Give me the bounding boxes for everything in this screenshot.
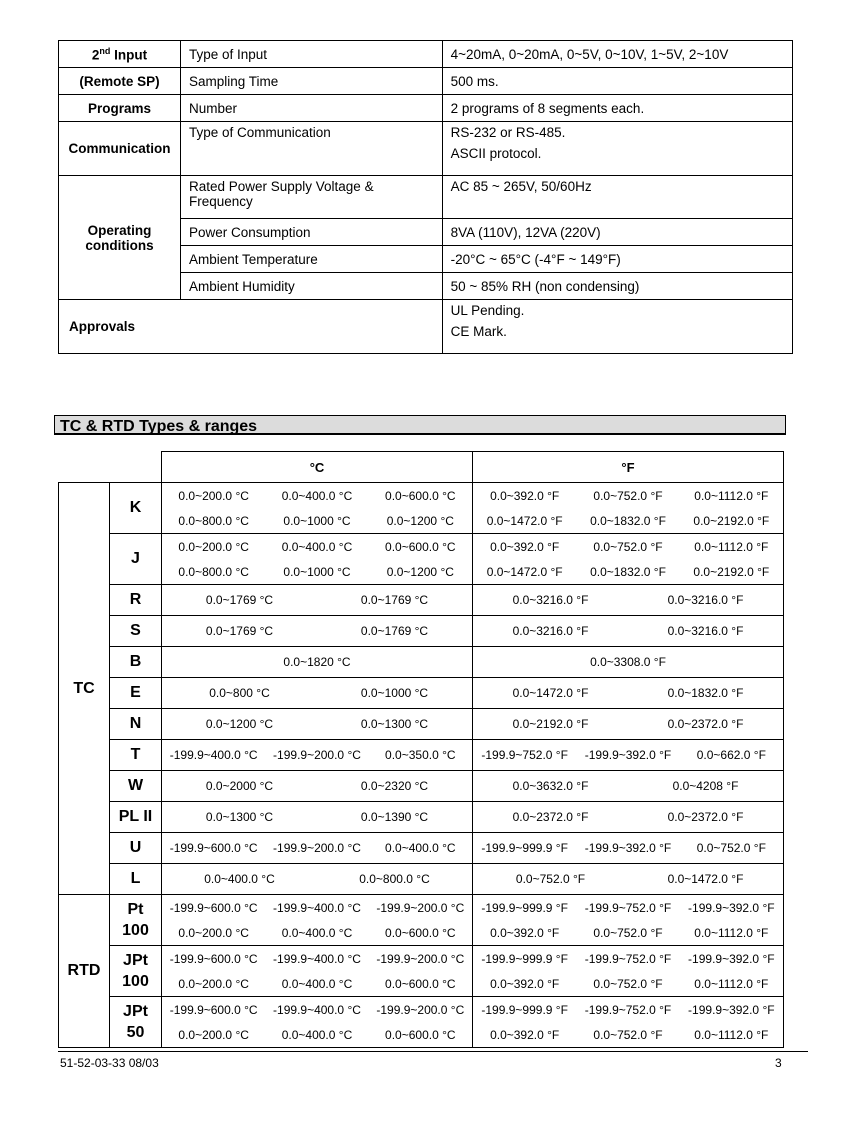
range-value: 0.0~752.0 °F xyxy=(593,539,663,554)
range-value: 0.0~200.0 °C xyxy=(178,976,249,991)
range-value: -199.9~200.0 °C xyxy=(376,900,465,915)
range-line xyxy=(162,810,472,824)
range-value: 0.0~1832.0 °F xyxy=(590,513,666,528)
range-cell xyxy=(473,647,784,678)
range-value: 0.0~400.0 °C xyxy=(281,1027,353,1042)
range-value: 0.0~800 °C xyxy=(209,686,270,700)
range-line xyxy=(473,686,783,700)
approvals-group-label: Approvals xyxy=(59,300,443,354)
range-cell xyxy=(473,946,784,997)
range-line xyxy=(473,920,783,945)
range-value: -199.9~392.0 °F xyxy=(688,951,775,966)
param-cell: Sampling Time xyxy=(180,68,442,95)
range-value: 0.0~600.0 °C xyxy=(385,539,456,554)
value-cell xyxy=(442,300,792,354)
range-value: -199.9~200.0 °C xyxy=(376,951,465,966)
remote-sp-group-label-2: (Remote SP) xyxy=(59,68,181,95)
range-line xyxy=(162,717,472,731)
header-fahrenheit: °F xyxy=(473,452,784,483)
range-cell xyxy=(473,678,784,709)
range-value: 0.0~3216.0 °F xyxy=(667,624,744,638)
range-line xyxy=(473,946,783,971)
range-value: 0.0~1472.0 °F xyxy=(486,564,563,579)
range-value: 0.0~1000 °C xyxy=(360,686,429,700)
range-line xyxy=(162,483,472,508)
range-cell xyxy=(473,895,784,946)
range-value: -199.9~999.9 °F xyxy=(481,841,568,855)
range-value: 0.0~2192.0 °F xyxy=(693,564,770,579)
range-cell xyxy=(473,616,784,647)
range-line xyxy=(473,872,783,886)
range-value: 0.0~800.0 °C xyxy=(178,513,249,528)
range-line xyxy=(473,624,783,638)
range-line xyxy=(473,534,783,559)
range-line xyxy=(473,717,783,731)
range-line xyxy=(473,1022,783,1047)
range-value: -199.9~752.0 °F xyxy=(584,1002,672,1017)
range-line xyxy=(162,920,472,945)
range-value: -199.9~200.0 °C xyxy=(273,748,361,762)
sensor-type: U xyxy=(110,833,162,864)
range-value: 0.0~400.0 °C xyxy=(204,872,275,886)
range-value: 0.0~1000 °C xyxy=(283,564,351,579)
range-value: 0.0~752.0 °F xyxy=(593,976,663,991)
range-value: -199.9~999.9 °F xyxy=(481,900,568,915)
range-value: 0.0~752.0 °F xyxy=(696,841,766,855)
footer-doc-number: 51-52-03-33 08/03 xyxy=(60,1056,159,1070)
range-value: 0.0~2000 °C xyxy=(205,779,274,793)
sensor-type: W xyxy=(110,771,162,802)
range-line xyxy=(162,593,472,607)
range-line xyxy=(473,841,783,855)
range-value: 0.0~752.0 °F xyxy=(593,1027,663,1042)
range-cell xyxy=(162,833,473,864)
range-value: 0.0~1820 °C xyxy=(283,655,351,669)
range-cell xyxy=(162,616,473,647)
sensor-type: N xyxy=(110,709,162,740)
value-line: ASCII protocol. xyxy=(450,146,542,161)
range-value: -199.9~392.0 °F xyxy=(584,841,672,855)
section-title: TC & RTD Types & ranges xyxy=(54,415,786,435)
param-cell: Number xyxy=(180,95,442,122)
param-cell: Type of Input xyxy=(180,41,442,68)
range-value: 0.0~350.0 °C xyxy=(385,748,456,762)
range-cell xyxy=(162,709,473,740)
sensor-type: K xyxy=(110,483,162,534)
range-line xyxy=(162,534,472,559)
range-value: 0.0~3308.0 °F xyxy=(590,655,666,669)
param-cell: Power Consumption xyxy=(180,219,442,246)
range-value: 0.0~600.0 °C xyxy=(385,925,456,940)
range-value: 0.0~662.0 °F xyxy=(696,748,766,762)
range-value: 0.0~2192.0 °F xyxy=(512,717,589,731)
range-value: -199.9~400.0 °C xyxy=(273,1002,361,1017)
range-cell xyxy=(473,740,784,771)
range-value: 0.0~600.0 °C xyxy=(385,976,456,991)
range-cell xyxy=(162,483,473,534)
range-value: 0.0~1112.0 °F xyxy=(694,1027,769,1042)
range-value: -199.9~752.0 °F xyxy=(481,748,568,762)
range-value: 0.0~1112.0 °F xyxy=(694,488,769,503)
value-cell: AC 85 ~ 265V, 50/60Hz xyxy=(442,176,792,219)
range-cell xyxy=(162,864,473,895)
range-line xyxy=(162,686,472,700)
range-value: -199.9~200.0 °C xyxy=(273,841,361,855)
value-cell: 2 programs of 8 segments each. xyxy=(442,95,792,122)
range-value: 0.0~600.0 °C xyxy=(385,1027,456,1042)
value-cell: 50 ~ 85% RH (non condensing) xyxy=(442,273,792,300)
range-value: 0.0~2192.0 °F xyxy=(693,513,770,528)
range-line xyxy=(162,946,472,971)
corner-cell xyxy=(59,452,162,483)
range-cell xyxy=(473,833,784,864)
range-value: 0.0~200.0 °C xyxy=(178,539,249,554)
range-line xyxy=(162,748,472,762)
range-value: 0.0~3216.0 °F xyxy=(667,593,744,607)
range-value: 0.0~2372.0 °F xyxy=(667,717,744,731)
range-value: 0.0~1200 °C xyxy=(386,513,454,528)
range-value: 0.0~600.0 °C xyxy=(385,488,456,503)
range-value: 0.0~400.0 °C xyxy=(281,976,353,991)
range-cell xyxy=(162,771,473,802)
range-cell xyxy=(473,802,784,833)
range-line xyxy=(473,748,783,762)
range-value: 0.0~3216.0 °F xyxy=(512,593,589,607)
range-line xyxy=(473,810,783,824)
value-cell xyxy=(442,122,792,176)
value-cell: 8VA (110V), 12VA (220V) xyxy=(442,219,792,246)
footer-divider xyxy=(58,1051,808,1052)
range-line xyxy=(162,895,472,920)
rtd-category-label: RTD xyxy=(59,895,110,1048)
range-value: -199.9~392.0 °F xyxy=(688,900,775,915)
range-value: 0.0~4208 °F xyxy=(672,779,739,793)
range-value: 0.0~1769 °C xyxy=(205,593,274,607)
range-value: 0.0~1832.0 °F xyxy=(590,564,666,579)
range-value: 0.0~2372.0 °F xyxy=(512,810,589,824)
range-value: -199.9~600.0 °C xyxy=(169,1002,258,1017)
range-line xyxy=(473,593,783,607)
range-value: 0.0~392.0 °F xyxy=(490,539,560,554)
range-value: -199.9~600.0 °C xyxy=(169,951,258,966)
range-value: 0.0~1000 °C xyxy=(283,513,351,528)
sensor-type: Pt 100 xyxy=(110,895,162,946)
range-value: 0.0~1472.0 °F xyxy=(512,686,589,700)
param-cell: Ambient Temperature xyxy=(180,246,442,273)
range-value: -199.9~200.0 °C xyxy=(376,1002,465,1017)
range-value: 0.0~752.0 °F xyxy=(593,488,663,503)
range-value: 0.0~400.0 °C xyxy=(385,841,456,855)
sensor-type: JPt 100 xyxy=(110,946,162,997)
sensor-type: S xyxy=(110,616,162,647)
value-line: UL Pending. xyxy=(450,303,525,318)
range-cell xyxy=(473,585,784,616)
range-cell xyxy=(162,647,473,678)
value-cell: -20°C ~ 65°C (-4°F ~ 149°F) xyxy=(442,246,792,273)
range-cell xyxy=(162,895,473,946)
range-line xyxy=(162,1022,472,1047)
range-value: 0.0~1832.0 °F xyxy=(667,686,744,700)
remote-sp-group-label: 2nd Input xyxy=(59,41,181,68)
range-value: -199.9~392.0 °F xyxy=(584,748,672,762)
sensor-type: R xyxy=(110,585,162,616)
range-line xyxy=(473,655,783,669)
range-cell xyxy=(473,534,784,585)
range-line xyxy=(162,508,472,533)
footer-page-number: 3 xyxy=(775,1056,782,1070)
range-value: 0.0~1112.0 °F xyxy=(694,539,769,554)
range-line xyxy=(473,997,783,1022)
range-value: 0.0~1200 °C xyxy=(386,564,454,579)
range-line xyxy=(162,841,472,855)
sensor-type: B xyxy=(110,647,162,678)
range-value: 0.0~752.0 °F xyxy=(515,872,586,886)
range-value: -199.9~999.9 °F xyxy=(481,951,568,966)
range-value: 0.0~2320 °C xyxy=(360,779,429,793)
range-cell xyxy=(473,864,784,895)
range-line xyxy=(473,895,783,920)
range-value: -199.9~600.0 °C xyxy=(169,900,258,915)
ranges-table xyxy=(58,451,784,1048)
range-value: -199.9~400.0 °C xyxy=(169,748,258,762)
sensor-type: J xyxy=(110,534,162,585)
range-value: 0.0~3216.0 °F xyxy=(512,624,589,638)
range-value: 0.0~400.0 °C xyxy=(281,539,353,554)
range-value: 0.0~1769 °C xyxy=(360,624,429,638)
range-line xyxy=(162,779,472,793)
param-cell: Rated Power Supply Voltage & Frequency xyxy=(180,176,442,219)
range-value: 0.0~392.0 °F xyxy=(490,976,560,991)
range-value: 0.0~2372.0 °F xyxy=(667,810,744,824)
range-value: 0.0~1112.0 °F xyxy=(694,925,769,940)
range-line xyxy=(473,508,783,533)
value-cell: 500 ms. xyxy=(442,68,792,95)
header-celsius: °C xyxy=(162,452,473,483)
param-cell: Ambient Humidity xyxy=(180,273,442,300)
range-value: 0.0~1300 °C xyxy=(205,810,274,824)
range-line xyxy=(162,872,472,886)
sensor-type: JPt 50 xyxy=(110,997,162,1048)
value-cell: 4~20mA, 0~20mA, 0~5V, 0~10V, 1~5V, 2~10V xyxy=(442,41,792,68)
range-value: 0.0~392.0 °F xyxy=(490,488,560,503)
range-value: 0.0~1769 °C xyxy=(360,593,429,607)
range-line xyxy=(162,655,472,669)
value-line: CE Mark. xyxy=(450,324,507,339)
range-value: 0.0~200.0 °C xyxy=(178,1027,249,1042)
range-line xyxy=(162,559,472,584)
range-cell xyxy=(162,534,473,585)
range-value: -199.9~999.9 °F xyxy=(481,1002,568,1017)
range-value: 0.0~200.0 °C xyxy=(178,925,249,940)
range-value: 0.0~1200 °C xyxy=(205,717,274,731)
value-line: RS-232 or RS-485. xyxy=(450,125,566,140)
range-line xyxy=(473,483,783,508)
range-cell xyxy=(162,997,473,1048)
range-value: -199.9~392.0 °F xyxy=(688,1002,775,1017)
range-cell xyxy=(162,585,473,616)
range-value: -199.9~400.0 °C xyxy=(273,900,361,915)
range-value: 0.0~200.0 °C xyxy=(178,488,249,503)
range-value: 0.0~1472.0 °F xyxy=(486,513,563,528)
range-value: 0.0~800.0 °C xyxy=(359,872,430,886)
range-line xyxy=(162,624,472,638)
range-cell xyxy=(473,709,784,740)
range-value: 0.0~752.0 °F xyxy=(593,925,663,940)
range-value: 0.0~1390 °C xyxy=(360,810,429,824)
range-value: 0.0~392.0 °F xyxy=(490,925,560,940)
range-cell xyxy=(162,678,473,709)
range-line xyxy=(162,997,472,1022)
range-cell xyxy=(162,740,473,771)
range-value: 0.0~1769 °C xyxy=(205,624,274,638)
range-cell xyxy=(473,997,784,1048)
range-cell xyxy=(162,802,473,833)
communication-group-label: Communication xyxy=(59,122,181,176)
range-value: 0.0~800.0 °C xyxy=(178,564,249,579)
range-value: -199.9~600.0 °C xyxy=(169,841,258,855)
programs-group-label: Programs xyxy=(59,95,181,122)
range-value: -199.9~752.0 °F xyxy=(584,951,672,966)
sensor-type: E xyxy=(110,678,162,709)
range-value: 0.0~1472.0 °F xyxy=(667,872,744,886)
range-line xyxy=(473,779,783,793)
operating-group-label: Operating conditions xyxy=(59,176,181,300)
range-line xyxy=(473,971,783,996)
range-value: -199.9~752.0 °F xyxy=(584,900,672,915)
range-value: 0.0~400.0 °C xyxy=(281,488,353,503)
range-line xyxy=(473,559,783,584)
range-value: 0.0~392.0 °F xyxy=(490,1027,560,1042)
sensor-type: PL II xyxy=(110,802,162,833)
range-value: 0.0~400.0 °C xyxy=(281,925,353,940)
param-cell: Type of Communication xyxy=(180,122,442,176)
range-cell xyxy=(473,771,784,802)
spec-table xyxy=(58,40,793,354)
range-line xyxy=(162,971,472,996)
range-value: 0.0~3632.0 °F xyxy=(512,779,589,793)
sensor-type: T xyxy=(110,740,162,771)
range-value: 0.0~1300 °C xyxy=(360,717,429,731)
range-cell xyxy=(162,946,473,997)
range-value: 0.0~1112.0 °F xyxy=(694,976,769,991)
range-cell xyxy=(473,483,784,534)
range-value: -199.9~400.0 °C xyxy=(273,951,361,966)
tc-category-label: TC xyxy=(59,483,110,895)
sensor-type: L xyxy=(110,864,162,895)
